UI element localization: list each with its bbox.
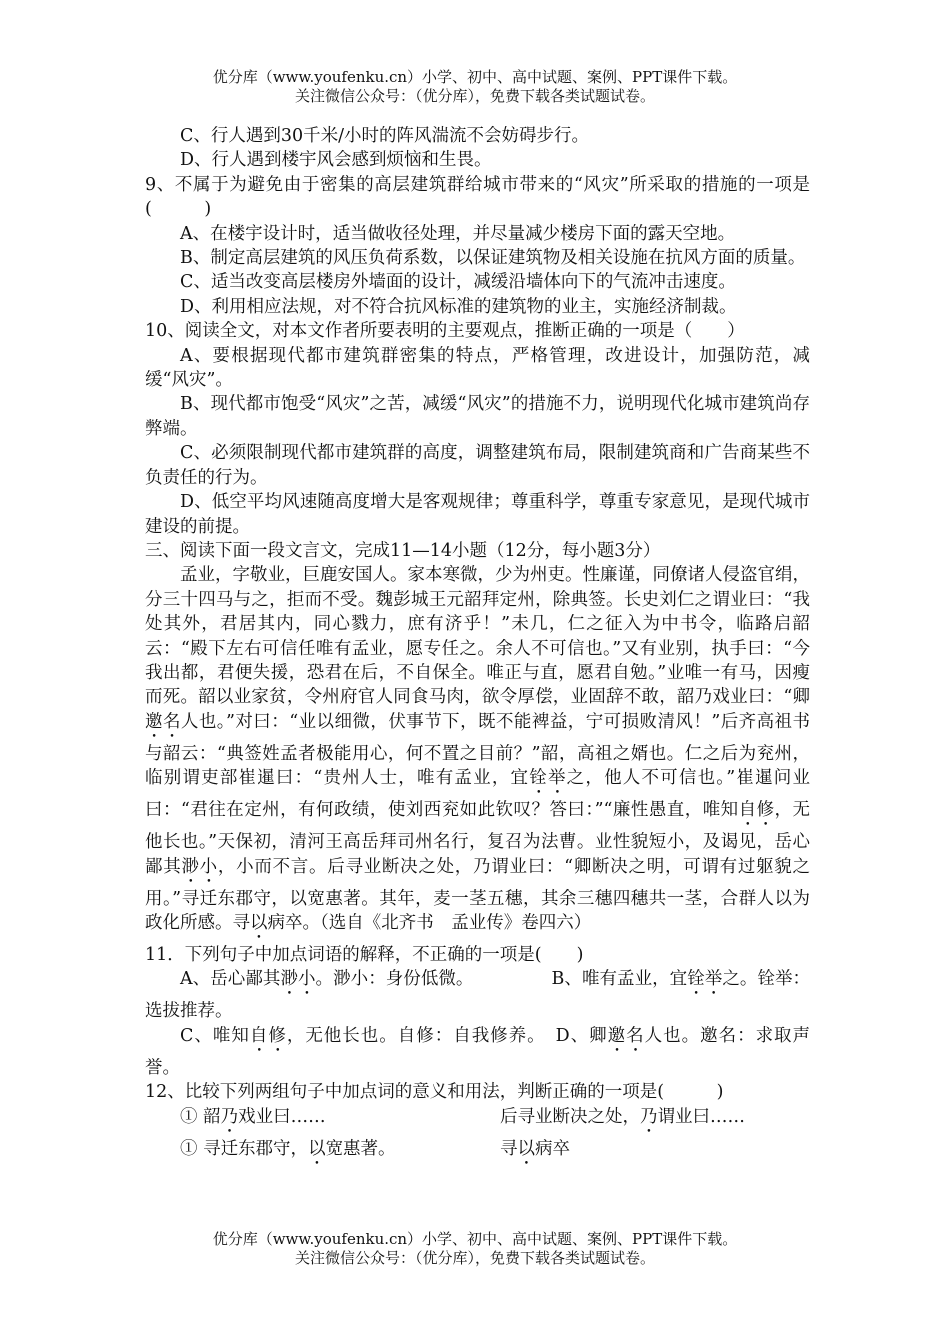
q12-r2c2-pre: 寻 <box>500 1138 518 1159</box>
q11-stem: 11．下列句子中加点词语的解释，不正确的一项是( ) <box>145 944 584 965</box>
q12-r2c1-post: 宽惠著。 <box>325 1138 396 1159</box>
dotted-word-zixiu: 自修 <box>738 800 775 821</box>
q10-option-b: B、现代都市饱受“风灾”之苦，减缓“风灾”的措施不力，说明现代化城市建筑尚存弊端。 <box>145 394 810 439</box>
q12-row1-left <box>145 1105 500 1137</box>
classical-passage <box>145 563 810 943</box>
q11-options-ab <box>145 967 810 1023</box>
q8-option-d: D、行人遇到楼宇风会感到烦恼和生畏。 <box>180 150 492 171</box>
section3-title: 三、阅读下面一段文言文，完成11—14小题（12分，每小题3分） <box>145 540 661 561</box>
footer-line-1: 优分库（www.youfenku.cn）小学、初中、高中试题、案例、PPT课件下载。 <box>212 1230 738 1248</box>
q11-d-dotted: 邀名 <box>607 1025 645 1046</box>
q12-r1c2-pre: 后寻业断决之处， <box>500 1106 640 1127</box>
q12-r2c1-dotted: 以 <box>308 1138 326 1159</box>
q11-b-pre: B、唯有孟业，宜 <box>551 969 688 990</box>
q12-r1c2-post: 谓业曰…… <box>657 1106 745 1127</box>
q11-d-post: 人也。邀名：求取声誉。 <box>145 1025 811 1078</box>
q12-row-1 <box>145 1105 810 1137</box>
dotted-word-yaoming: 邀名 <box>145 711 181 732</box>
q9-stem: 9、不属于为避免由于密集的高层建筑群给城市带来的“风灾”所采取的措施的一项是( ) <box>145 174 810 220</box>
footer-line-2: 关注微信公众号：（优分库），免费下载各类试题试卷。 <box>294 1249 655 1267</box>
passage-part-3: 之，他人不可信也。”崔暹问业曰：“君往在定州，有何政绩，使刘西兖如此钦叹？答曰：”“廉性愚直，唯知 <box>145 768 811 821</box>
q11-d-pre: D、卿 <box>555 1025 608 1046</box>
q10-option-c: C、必须限制现代都市建筑群的高度，调整建筑布局，限制建筑商和广告商某些不负责任的行为。 <box>145 443 810 488</box>
q12-r2c1-pre: ① 寻迁东郡守， <box>180 1138 309 1159</box>
q10-option-a: A、要根据现代都市建筑群密集的特点，严格管理，改进设计，加强防范，减缓“风灾”。 <box>145 345 810 391</box>
header-line-1: 优分库（www.youfenku.cn）小学、初中、高中试题、案例、PPT课件下载。 <box>212 68 738 86</box>
q11-a-pre: A、岳心鄙其 <box>180 969 281 990</box>
passage-part-1: 孟业，字敬业，巨鹿安国人。家本寒微，少为州吏。性廉谨，同僚诸人侵盗官绢，分三十四马与之，拒而不受。魏彭城王元韶拜定州，除典签。长史刘仁之谓业曰：“我处其外，君居其内，同心戮力，庶有济乎！”未几，仁之征入为中书令，临路启韶云：“殿下左右可信任唯有孟业，愿专任之。余人不可信也。”又有业别，执手曰：“今我出都，君便失援，恐君在后，不自保全。唯正与直，愿君自勉。”业唯一有马，因瘦而死。韶以业家贫，令州府官人同食马肉，欲令厚偿，业固辞不敢，韶乃戏业曰：“卿 <box>145 565 810 708</box>
dotted-word-miaoxiao: 渺小 <box>181 856 218 877</box>
header-line-2: 关注微信公众号：（优分库），免费下载各类试题试卷。 <box>294 87 655 105</box>
q11-c-dotted: 自修 <box>249 1025 287 1046</box>
q11-b-dotted: 铨举 <box>687 969 723 990</box>
q8-option-c: C、行人遇到30千米/小时的阵风湍流不会妨碍步行。 <box>180 126 590 146</box>
q11-b-post: 之。铨举：选拔推荐。 <box>145 969 811 1022</box>
passage-part-4: ，无他长也。”天保初，清河王高岳拜司州名行，复召为法曹。业性貌短小，及谒见，岳心鄙其 <box>145 800 811 877</box>
document-body <box>145 124 810 1169</box>
q12-r2c2-dotted: 以 <box>517 1138 535 1159</box>
dotted-word-yi: 以 <box>250 912 268 933</box>
q12-row2-right <box>500 1137 570 1169</box>
q12-r1c1-dotted: 乃 <box>220 1106 239 1127</box>
passage-part-2: 人也。”对曰：“业以细微，伏事节下，既不能裨益，宁可损败清风！”后齐高祖书与韶云：“典签姓孟者极能用心，何不置之目前？”韶，高祖之婿也。仁之后为兖州，临别谓吏部崔暹曰：“贵州人士，唯有孟业，宜 <box>145 711 810 789</box>
passage-part-6: 病卒。（选自《北齐书 孟业传》卷四六） <box>267 912 592 933</box>
q11-c-post: ，无他长也。自修：自我修养。 <box>286 1025 546 1046</box>
q12-row1-right <box>500 1105 745 1137</box>
q11-a-dotted: 渺小 <box>280 969 316 990</box>
q12-row2-left <box>145 1137 500 1169</box>
q10-stem: 10、阅读全文，对本文作者所要表明的主要观点，推断正确的一项是（ ） <box>145 321 745 342</box>
q12-r1c1-post: 戏业曰…… <box>238 1106 326 1127</box>
q9-option-c: C、适当改变高层楼房外墙面的设计，减缓沿墙体向下的气流冲击速度。 <box>180 272 736 293</box>
page-header <box>0 68 950 106</box>
q12-row-2 <box>145 1137 810 1169</box>
q9-option-d: D、利用相应法规，对不符合抗风标准的建筑物的业主，实施经济制裁。 <box>180 296 737 317</box>
q12-r2c2-post: 病卒 <box>535 1138 570 1159</box>
q9-option-b: B、制定高层建筑的风压负荷系数，以保证建筑物及相关设施在抗风方面的质量。 <box>180 248 806 269</box>
passage-part-5: ，小而不言。后寻业断决之处，乃谓业曰：“卿断决之明，可谓有过躯貌之用。”寻迁东郡守，以宽惠著。其年，麦一茎五穗，其余三穗四穗共一茎，合群人以为政化所感。寻 <box>145 856 811 933</box>
q12-r1c2-dotted: 乃 <box>640 1106 658 1127</box>
q11-a-post: 。渺小：身份低微。 <box>315 969 474 990</box>
q11-c-pre: C、唯知 <box>180 1025 250 1046</box>
q10-option-d: D、低空平均风速随高度增大是客观规律；尊重科学，尊重专家意见，是现代城市建设的前提。 <box>145 492 810 537</box>
page-footer <box>0 1230 950 1268</box>
q9-option-a: A、在楼宇设计时，适当做收径处理，并尽量减少楼房下面的露天空地。 <box>180 223 736 244</box>
q12-stem: 12、比较下列两组句子中加点词的意义和用法，判断正确的一项是( ) <box>145 1082 724 1103</box>
q12-r1c1-pre: ① 韶 <box>180 1106 221 1127</box>
dotted-word-quanju: 铨举 <box>529 768 567 789</box>
q11-options-cd <box>145 1024 810 1080</box>
